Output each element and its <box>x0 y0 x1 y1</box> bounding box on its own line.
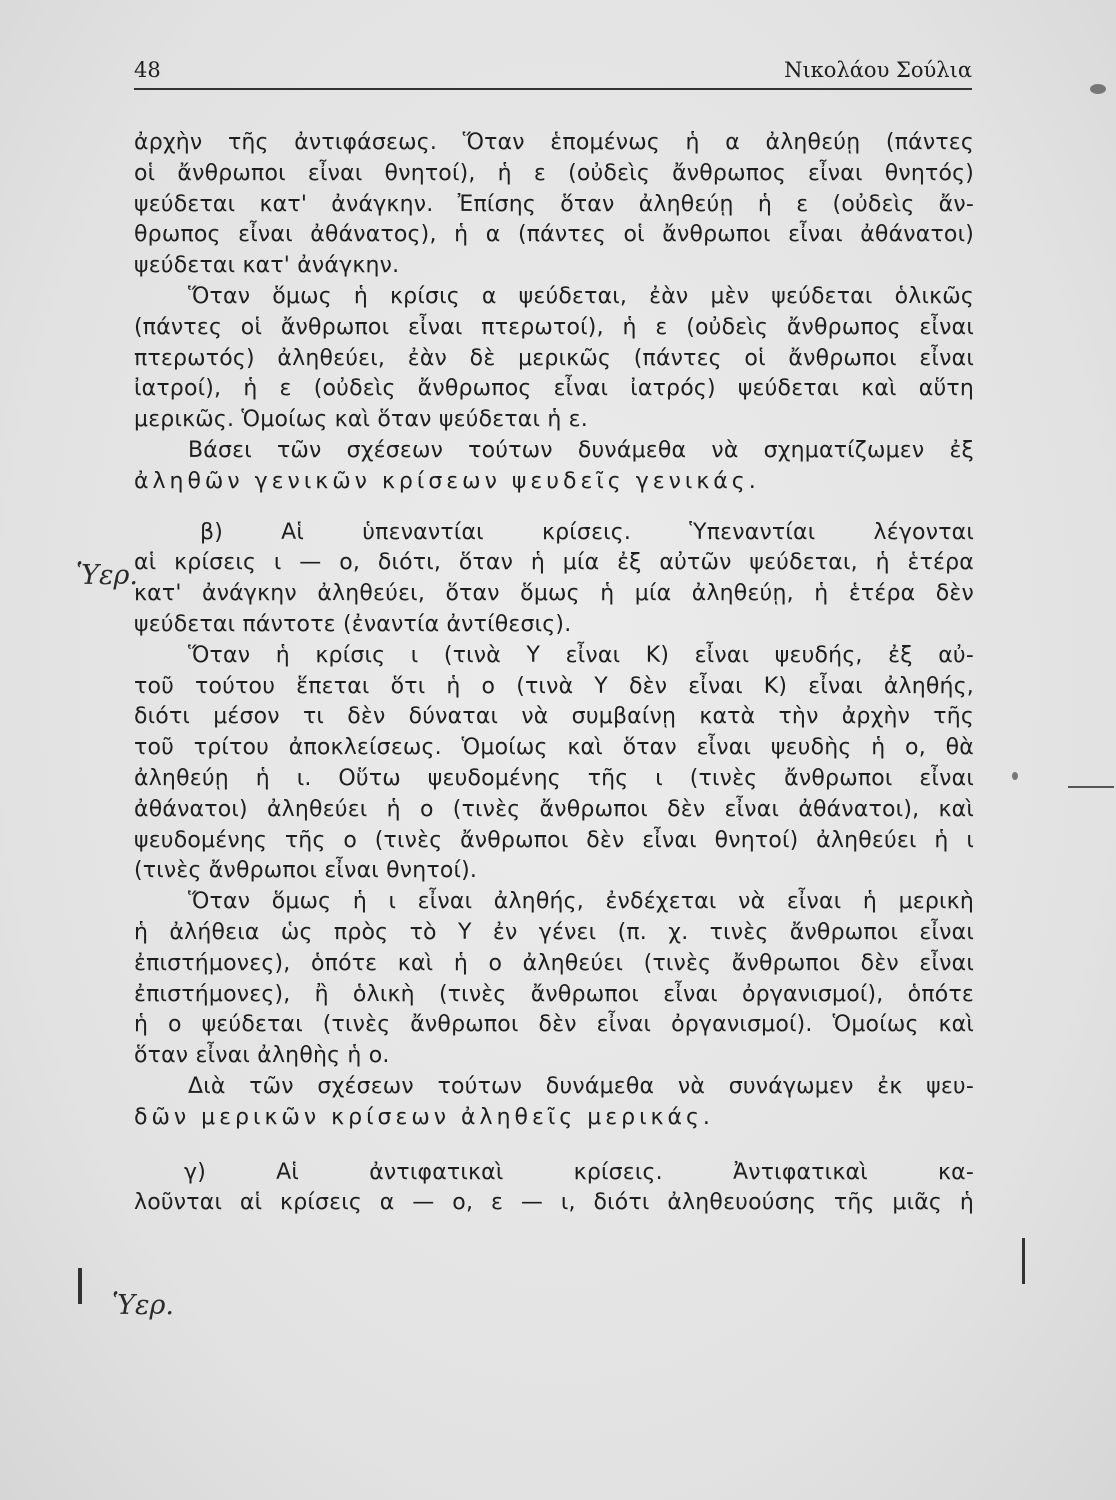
text-line: αἱ κρίσεις ι — ο, διότι, ὅταν ἡ μία ἐξ αὐτῶν ψεύδεται, ἡ ἑτέρα <box>134 550 974 576</box>
text-line: (τινὲς ἄνθρωποι εἶναι θνητοί). <box>134 858 478 884</box>
text-line: πτερωτός) ἀληθεύει, ἐὰν δὲ μερικῶς (πάντες οἱ ἄνθρωποι εἶναι <box>134 345 974 371</box>
section-heading-gamma: γ) Αἱ ἀντιφατικαὶ κρίσεις. Ἀντιφατικαὶ κα- <box>184 1159 974 1185</box>
pencil-mark <box>1022 1238 1025 1284</box>
text-line: τοῦ τούτου ἕπεται ὅτι ἡ ο (τινὰ Υ δὲν εἶναι Κ) εἶναι ἀληθής, <box>134 673 974 699</box>
handwritten-margin-note: Ὑερ. <box>112 1290 174 1321</box>
section-heading-beta: β) Αἱ ὑπεναντίαι κρίσεις. Ὑπεναντίαι λέγονται <box>200 519 974 545</box>
text-line: μερικῶς. Ὁμοίως καὶ ὅταν ψεύδεται ἡ ε. <box>134 407 588 433</box>
text-line: τοῦ τρίτου ἀποκλείσεως. Ὁμοίως καὶ ὅταν εἶναι ψευδὴς ἡ ο, θὰ <box>134 735 974 761</box>
text-line: ἐπιστήμονες), ὁπότε καὶ ἡ ο ἀληθεύει (τινὲς ἄνθρωποι δὲν εἶναι <box>134 950 974 976</box>
text-line: Διὰ τῶν σχέσεων τούτων δυνάμεθα νὰ συνάγωμεν ἐκ ψευ- <box>188 1073 974 1099</box>
scan-blemish <box>1090 84 1106 94</box>
text-line: ἀληθεύῃ ἡ ι. Οὕτω ψευδομένης τῆς ι (τινὲς ἄνθρωποι εἶναι <box>134 765 974 791</box>
page-number: 48 <box>134 58 161 82</box>
text-line: ψευδομένης τῆς ο (τινὲς ἄνθρωποι δὲν εἶναι θνητοί) ἀληθεύει ἡ ι <box>134 827 974 853</box>
text-line: διότι μέσον τι δὲν δύναται νὰ συμβαίνῃ κατὰ τὴν ἀρχὴν τῆς <box>134 704 974 730</box>
text-line: (πάντες οἱ ἄνθρωποι εἶναι πτερωτοί), ἡ ε (οὐδεὶς ἄνθρωπος εἶναι <box>134 314 974 340</box>
text-line: ὅταν εἶναι ἀληθὴς ἡ ο. <box>134 1043 390 1069</box>
text-line: ἀληθῶν γενικῶν κρίσεων ψευδεῖς γενικάς. <box>134 468 760 494</box>
text-line: λοῦνται αἱ κρίσεις α — ο, ε — ι, διότι ἀληθευούσης τῆς μιᾶς ἡ <box>134 1190 974 1216</box>
text-line: Ὅταν ὅμως ἡ κρίσις α ψεύδεται, ἐὰν μὲν ψεύδεται ὁλικῶς <box>188 283 974 309</box>
text-line: οἱ ἄνθρωποι εἶναι θνητοί), ἡ ε (οὐδεὶς ἄνθρωπος εἶναι θνητός) <box>134 160 974 186</box>
text-line: δῶν μερικῶν κρίσεων ἀληθεῖς μερικάς. <box>134 1104 714 1130</box>
text-line: ἡ ο ψεύδεται (τινὲς ἄνθρωποι δὲν εἶναι ὀργανισμοί). Ὁμοίως καὶ <box>134 1012 974 1038</box>
handwritten-margin-note: Ὑερ. <box>76 560 138 591</box>
text-line: Ὅταν ἡ κρίσις ι (τινὰ Υ εἶναι Κ) εἶναι ψευδής, ἐξ αὐ- <box>188 642 974 668</box>
text-line: ἀθάνατοι) ἀληθεύει ἡ ο (τινὲς ἄνθρωποι δὲν εἶναι ἀθάνατοι), καὶ <box>134 796 974 822</box>
pencil-mark <box>78 1268 82 1304</box>
page-header <box>134 56 972 90</box>
text-line: ἀρχὴν τῆς ἀντιφάσεως. Ὅταν ἑπομένως ἡ α ἀληθεύῃ (πάντες <box>134 130 974 155</box>
pencil-mark <box>1068 786 1114 788</box>
text-line: ψεύδεται πάντοτε (ἐναντία ἀντίθεσις). <box>134 611 572 637</box>
text-line: ἐπιστήμονες), ἢ ὁλικὴ (τινὲς ἄνθρωποι εἶναι ὀργανισμοί), ὁπότε <box>134 981 974 1007</box>
running-head: Νικολάου Σούλια <box>784 58 972 82</box>
text-line: ἰατροί), ἡ ε (οὐδεὶς ἄνθρωπος εἶναι ἰατρός) ψεύδεται καὶ αὕτη <box>134 376 974 402</box>
text-line: ἡ ἀλήθεια ὡς πρὸς τὸ Υ ἐν γένει (π. χ. τινὲς ἄνθρωποι εἶναι <box>134 919 974 945</box>
text-line: ψεύδεται κατ' ἀνάγκην. <box>134 253 400 279</box>
text-line: θρωπος εἶναι ἀθάνατος), ἡ α (πάντες οἱ ἄνθρωποι εἶναι ἀθάνατοι) <box>134 222 974 248</box>
body-text <box>134 128 974 1219</box>
scan-blemish <box>1012 772 1018 780</box>
text-line: Ὅταν ὅμως ἡ ι εἶναι ἀληθής, ἐνδέχεται νὰ εἶναι ἡ μερικὴ <box>188 889 974 915</box>
text-line: Βάσει τῶν σχέσεων τούτων δυνάμεθα νὰ σχηματίζωμεν ἐξ <box>188 437 974 463</box>
text-line: κατ' ἀνάγκην ἀληθεύει, ὅταν ὅμως ἡ μία ἀληθεύῃ, ἡ ἑτέρα δὲν <box>134 581 974 607</box>
text-line: ψεύδεται κατ' ἀνάγκην. Ἐπίσης ὅταν ἀληθεύῃ ἡ ε (οὐδεὶς ἄν- <box>134 191 974 217</box>
